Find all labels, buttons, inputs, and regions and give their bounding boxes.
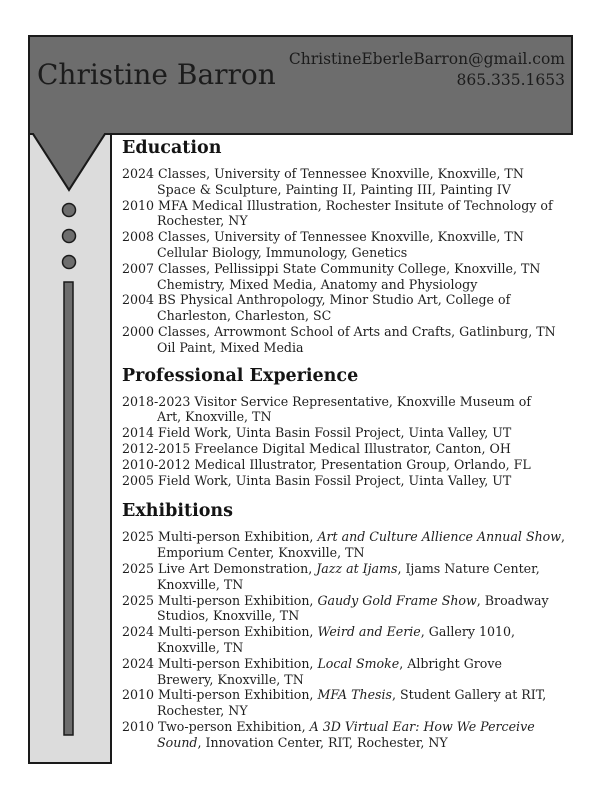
exhibition-item: 2025 Multi-person Exhibition, Gaudy Gold Frame Show, Broadway Studios, Knoxville, TN [122,592,549,624]
exhibition-item: 2010 Two-person Exhibition, A 3D Virtual Ear: How We Perceive Sound, Innovation Center, RIT, Rochester, NY [122,718,535,750]
sidebar-dot [63,256,76,269]
education-item: 2004 BS Physical Anthropology, Minor Studio Art, College of Charleston, Charleston, SC [122,292,511,324]
exhibition-item: 2024 Multi-person Exhibition, Local Smoke, Albright Grove Brewery, Knoxville, TN [122,655,502,687]
education-item: 2007 Classes, Pellissippi State Community College, Knoxville, TN Chemistry, Mixed Media, Anatomy and Physiology [122,260,541,292]
experience-item: 2010-2012 Medical Illustrator, Presentation Group, Orlando, FL [122,456,531,472]
experience-item: 2018-2023 Visitor Service Representative, Knoxville Museum of Art, Knoxville, TN [122,393,531,425]
resume-content [122,137,592,751]
exhibition-item: 2025 Multi-person Exhibition, Art and Culture Allience Annual Show, Emporium Center, Knoxville, TN [122,529,566,561]
experience-item: 2014 Field Work, Uinta Basin Fossil Project, Uinta Valley, UT [122,425,512,441]
exhibitions-heading: Exhibitions [122,501,234,522]
education-heading: Education [122,138,222,158]
resume-name: Christine Barron [37,58,276,91]
email-text: ChristineEberleBarron@gmail.com [288,50,565,68]
exhibitions-list [122,529,592,750]
exhibition-item: 2025 Live Art Demonstration, Jazz at Ijams, Ijams Nature Center, Knoxville, TN [122,560,540,592]
sidebar-bar [64,282,73,735]
experience-item: 2005 Field Work, Uinta Basin Fossil Project, Uinta Valley, UT [122,472,512,488]
education-item: 2010 MFA Medical Illustration, Rochester Insitute of Technology of Rochester, NY [122,197,553,229]
education-list [122,166,592,356]
education-item: 2008 Classes, University of Tennessee Knoxville, Knoxville, TN Cellular Biology, Immunology, Genetics [122,229,524,260]
contact-info [289,49,565,91]
experience-item: 2012-2015 Freelance Digital Medical Illustrator, Canton, OH [122,440,511,456]
exhibition-item: 2010 Multi-person Exhibition, MFA Thesis, Student Gallery at RIT, Rochester, NY [122,687,547,719]
sidebar-dot [63,204,76,217]
sidebar-dot [63,230,76,243]
experience-heading: Professional Experience [122,365,359,386]
education-item: 2024 Classes, University of Tennessee Knoxville, Knoxville, TN Space & Sculpture, Painting II, Painting III, Painting IV [122,166,524,197]
experience-list [122,394,592,489]
education-item: 2000 Classes, Arrowmont School of Arts and Crafts, Gatlinburg, TN Oil Paint, Mixed Media [122,323,556,355]
phone-text: 865.335.1653 [456,71,565,89]
exhibition-item: 2024 Multi-person Exhibition, Weird and Eerie, Gallery 1010, Knoxville, TN [122,624,516,655]
